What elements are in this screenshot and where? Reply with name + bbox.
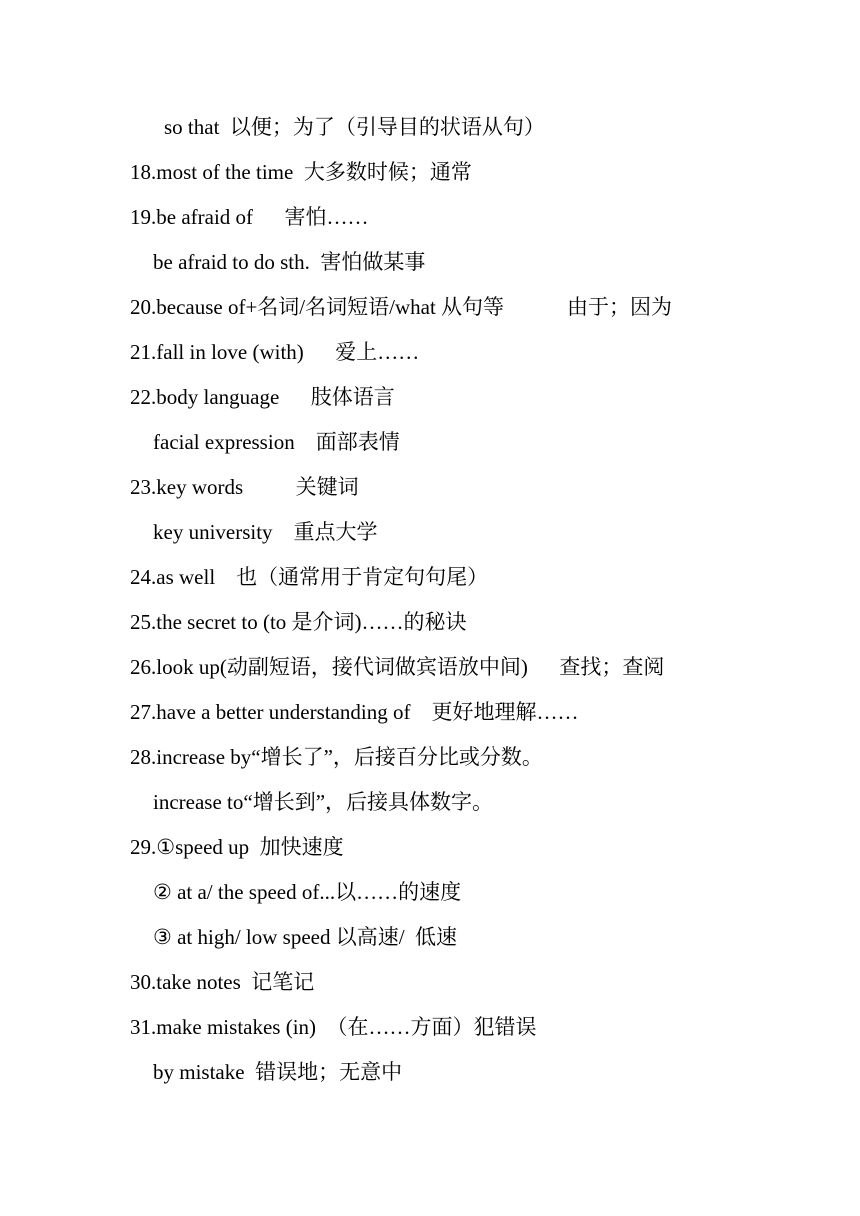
phrase-28-sub: increase to“增长到”，后接具体数字。	[153, 790, 494, 814]
phrase-23: 23.key words 关键词	[130, 475, 359, 499]
phrase-23-sub: key university 重点大学	[153, 520, 378, 544]
phrase-29: 29.①speed up 加快速度	[130, 835, 344, 859]
phrase-20: 20.because of+名词/名词短语/what 从句等 由于；因为	[130, 295, 673, 319]
phrase-21: 21.fall in love (with) 爱上……	[130, 340, 420, 364]
phrase-26: 26.look up(动副短语，接代词做宾语放中间) 查找；查阅	[130, 655, 665, 679]
phrase-27: 27.have a better understanding of 更好地理解……	[130, 700, 579, 724]
phrase-22-sub: facial expression 面部表情	[153, 430, 400, 454]
phrase-19-sub: be afraid to do sth. 害怕做某事	[153, 250, 426, 274]
phrase-24: 24.as well 也（通常用于肯定句句尾）	[130, 565, 489, 589]
phrase-28: 28.increase by“增长了”，后接百分比或分数。	[130, 745, 543, 769]
phrase-22: 22.body language 肢体语言	[130, 385, 395, 409]
phrase-25: 25.the secret to (to 是介词)……的秘诀	[130, 610, 467, 634]
phrase-31-sub: by mistake 错误地；无意中	[153, 1060, 403, 1084]
phrase-19: 19.be afraid of 害怕……	[130, 205, 369, 229]
phrase-18: 18.most of the time 大多数时候；通常	[130, 160, 472, 184]
phrase-30: 30.take notes 记笔记	[130, 970, 315, 994]
phrase-31: 31.make mistakes (in) （在……方面）犯错误	[130, 1015, 537, 1039]
phrase-29-sub-2: ② at a/ the speed of...以……的速度	[153, 880, 462, 904]
phrase-so-that: so that 以便；为了（引导目的状语从句）	[164, 115, 545, 139]
phrase-29-sub-3: ③ at high/ low speed 以高速/ 低速	[153, 925, 458, 949]
